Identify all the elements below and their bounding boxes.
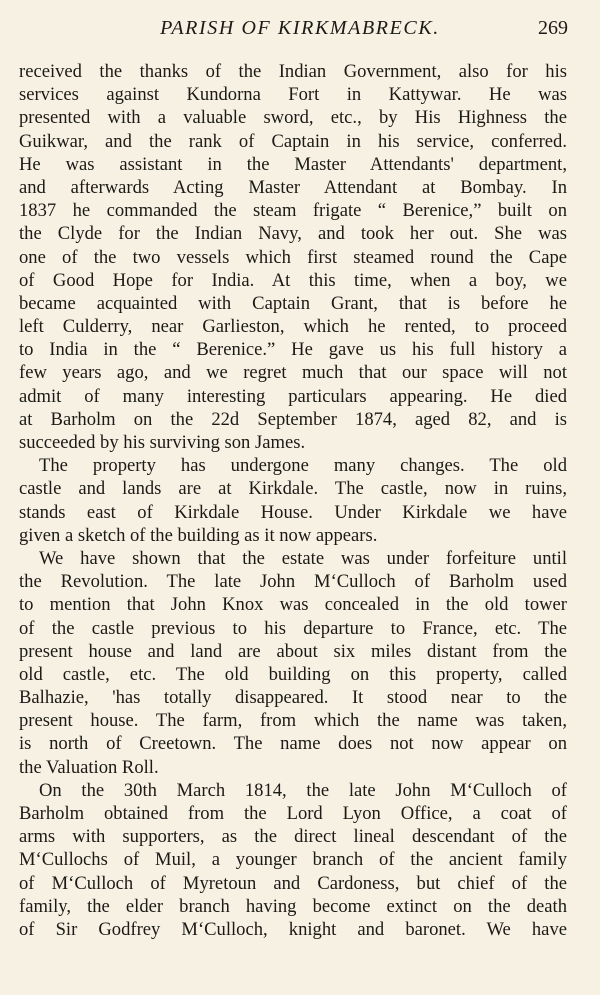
text-line: the Clyde for the Indian Navy, and took her out. She was	[19, 223, 567, 245]
text-line: The property has undergone many changes. The old	[39, 455, 567, 477]
text-line: the Valuation Roll.	[19, 756, 159, 778]
text-line: is north of Creetown. The name does not now appear on	[19, 733, 567, 755]
text-line: stands east of Kirkdale House. Under Kirkdale we have	[19, 501, 567, 523]
text-line: of the castle previous to his departure to France, etc. The	[19, 617, 567, 639]
text-line: received the thanks of the Indian Government, also for his	[19, 61, 567, 82]
text-line: Barholm obtained from the Lord Lyon Office, a coat of	[19, 803, 567, 824]
text-line: few years ago, and we regret much that our space will not	[19, 362, 567, 384]
text-line: of M‘Culloch of Myretoun and Cardoness, but chief of the	[19, 872, 567, 894]
text-line: present house. The farm, from which the name was taken,	[19, 710, 567, 732]
paragraph	[19, 779, 567, 941]
text-line: of Good Hope for India. At this time, when a boy, we	[19, 269, 567, 291]
text-line: M‘Cullochs of Muil, a younger branch of the ancient family	[19, 849, 567, 871]
text-line: became acquainted with Captain Grant, that is before he	[19, 292, 567, 314]
running-head	[0, 14, 600, 44]
text-line: left Culderry, near Garlieston, which he rented, to proceed	[19, 316, 567, 338]
paragraph	[19, 547, 567, 779]
body-text	[19, 60, 567, 941]
text-line: present house and land are about six miles distant from the	[19, 640, 567, 662]
paragraph	[19, 60, 567, 454]
text-line: Guikwar, and the rank of Captain in his service, conferred.	[19, 130, 567, 152]
text-line: We have shown that the estate was under forfeiture until	[39, 547, 567, 569]
page-number: 269	[538, 17, 568, 39]
text-line: the Revolution. The late John M‘Culloch of Barholm used	[19, 571, 567, 593]
text-line: admit of many interesting particulars appearing. He died	[19, 385, 567, 407]
text-line: given a sketch of the building as it now appears.	[19, 524, 378, 546]
text-line: services against Kundorna Fort in Kattywar. He was	[19, 84, 567, 106]
text-line: and afterwards Acting Master Attendant at Bombay. In	[19, 176, 567, 198]
text-line: to India in the “ Berenice.” He gave us his full history a	[19, 339, 567, 361]
running-head-title: PARISH OF KIRKMABRECK.	[160, 17, 440, 39]
text-line: of Sir Godfrey M‘Culloch, knight and baronet. We have	[19, 918, 567, 940]
text-line: Balhazie, 'has totally disappeared. It stood near to the	[19, 687, 567, 709]
text-line: one of the two vessels which first steamed round the Cape	[19, 246, 567, 268]
text-line: presented with a valuable sword, etc., by His Highness the	[19, 107, 567, 129]
text-line: to mention that John Knox was concealed in the old tower	[19, 594, 567, 616]
text-line: old castle, etc. The old building on this property, called	[19, 663, 567, 685]
text-line: 1837 he commanded the steam frigate “ Berenice,” built on	[19, 200, 567, 222]
text-line: castle and lands are at Kirkdale. The castle, now in ruins,	[19, 478, 567, 500]
text-line: succeeded by his surviving son James.	[19, 432, 306, 453]
text-line: family, the elder branch having become extinct on the death	[19, 895, 567, 917]
text-line: at Barholm on the 22d September 1874, aged 82, and is	[19, 408, 567, 430]
paragraph	[19, 454, 567, 547]
text-line: arms with supporters, as the direct lineal descendant of the	[19, 826, 567, 848]
text-line: On the 30th March 1814, the late John M‘Culloch of	[39, 779, 567, 801]
text-line: He was assistant in the Master Attendants' department,	[19, 153, 567, 175]
